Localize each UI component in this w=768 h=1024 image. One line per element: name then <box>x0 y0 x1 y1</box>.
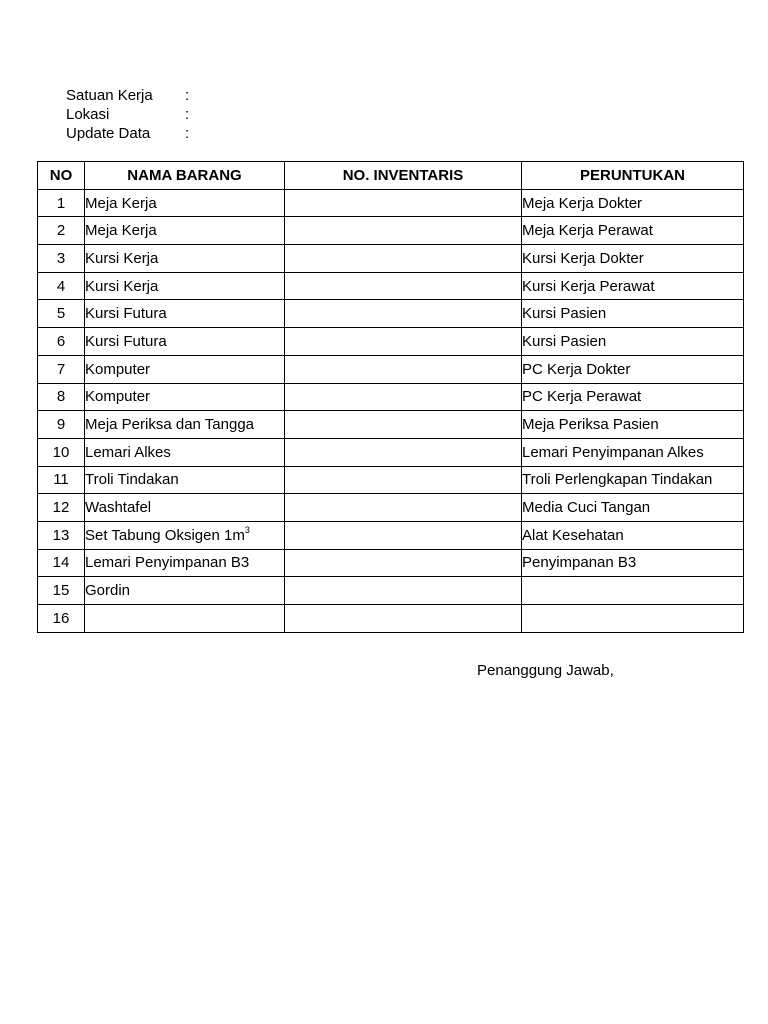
cell-peruntukan: Kursi Kerja Perawat <box>522 272 744 300</box>
table-row <box>38 577 744 605</box>
cell-peruntukan: Kursi Kerja Dokter <box>522 245 744 273</box>
cell-no-inventaris <box>285 217 522 245</box>
cell-no: 13 <box>38 521 85 549</box>
table-row <box>38 494 744 522</box>
cell-nama-barang-text: Troli Tindakan <box>85 471 179 489</box>
cell-nama-barang-text: Komputer <box>85 388 151 406</box>
cell-peruntukan: PC Kerja Dokter <box>522 355 744 383</box>
cell-no: 16 <box>38 605 85 633</box>
cell-no: 2 <box>38 217 85 245</box>
cell-no-inventaris <box>285 549 522 577</box>
cell-no: 7 <box>38 355 85 383</box>
table-body <box>38 189 744 632</box>
cell-no: 6 <box>38 328 85 356</box>
cell-nama-barang <box>85 521 285 549</box>
cell-nama-barang <box>85 300 285 328</box>
cell-nama-barang-text: Kursi Kerja <box>85 277 159 295</box>
field-label: Satuan Kerja <box>66 87 153 104</box>
field-update-data <box>66 124 195 143</box>
cell-peruntukan: Kursi Pasien <box>522 328 744 356</box>
field-colon: : <box>185 87 190 104</box>
cell-nama-barang <box>85 245 285 273</box>
field-colon: : <box>185 106 190 123</box>
field-satuan-kerja <box>66 86 195 105</box>
field-label: Update Data <box>66 125 151 142</box>
cell-no-inventaris <box>285 466 522 494</box>
inventory-table <box>37 161 744 633</box>
cell-no-inventaris <box>285 521 522 549</box>
cell-no: 5 <box>38 300 85 328</box>
cell-nama-barang-text: Lemari Penyimpanan B3 <box>85 554 250 572</box>
table-row <box>38 466 744 494</box>
cell-no-inventaris <box>285 272 522 300</box>
cell-nama-barang-text: Meja Kerja <box>85 222 157 240</box>
cell-no-inventaris <box>285 355 522 383</box>
cell-no: 11 <box>38 466 85 494</box>
cell-nama-barang <box>85 605 285 633</box>
cell-no: 1 <box>38 189 85 217</box>
cell-nama-barang-text: Kursi Futura <box>85 332 167 350</box>
signature-label: Penanggung Jawab, <box>477 662 614 679</box>
table-row <box>38 217 744 245</box>
cell-no: 4 <box>38 272 85 300</box>
table-row <box>38 549 744 577</box>
cell-nama-barang-text: Set Tabung Oksigen 1m <box>85 526 245 544</box>
table-row <box>38 189 744 217</box>
cell-peruntukan <box>522 605 744 633</box>
cell-peruntukan: Meja Kerja Dokter <box>522 189 744 217</box>
cell-no-inventaris <box>285 411 522 439</box>
cell-nama-barang-text: Komputer <box>85 360 151 378</box>
cell-nama-barang <box>85 411 285 439</box>
cell-peruntukan <box>522 577 744 605</box>
cell-no-inventaris <box>285 383 522 411</box>
cell-nama-barang <box>85 549 285 577</box>
header-fields <box>66 86 195 143</box>
cell-no: 8 <box>38 383 85 411</box>
cell-nama-barang-text: Lemari Alkes <box>85 443 171 461</box>
field-lokasi <box>66 105 195 124</box>
cell-nama-barang-text: Meja Periksa dan Tangga <box>85 416 254 434</box>
cell-nama-barang <box>85 577 285 605</box>
cell-nama-barang <box>85 189 285 217</box>
cell-nama-barang-text: Kursi Kerja <box>85 249 159 267</box>
cell-nama-barang-text: Washtafel <box>85 499 152 517</box>
cell-peruntukan: Troli Perlengkapan Tindakan <box>522 466 744 494</box>
cell-nama-barang <box>85 272 285 300</box>
cell-nama-barang <box>85 438 285 466</box>
cell-peruntukan: Meja Periksa Pasien <box>522 411 744 439</box>
column-header-no-inventaris: NO. INVENTARIS <box>285 162 522 190</box>
cell-no-inventaris <box>285 245 522 273</box>
cell-no: 15 <box>38 577 85 605</box>
cell-nama-barang <box>85 494 285 522</box>
column-header-peruntukan: PERUNTUKAN <box>522 162 744 190</box>
table-header-row <box>38 162 744 190</box>
cell-nama-barang <box>85 355 285 383</box>
table-row <box>38 605 744 633</box>
cell-no-inventaris <box>285 577 522 605</box>
column-header-no: NO <box>38 162 85 190</box>
cell-no-inventaris <box>285 189 522 217</box>
cell-nama-barang-text: Meja Kerja <box>85 194 157 212</box>
cell-peruntukan: Media Cuci Tangan <box>522 494 744 522</box>
cell-nama-barang <box>85 466 285 494</box>
superscript: 3 <box>244 524 250 535</box>
cell-peruntukan: Kursi Pasien <box>522 300 744 328</box>
cell-nama-barang <box>85 328 285 356</box>
cell-peruntukan: Meja Kerja Perawat <box>522 217 744 245</box>
cell-peruntukan: Penyimpanan B3 <box>522 549 744 577</box>
table-row <box>38 300 744 328</box>
field-colon: : <box>185 125 190 142</box>
column-header-nama-barang: NAMA BARANG <box>85 162 285 190</box>
cell-nama-barang <box>85 383 285 411</box>
cell-peruntukan: Alat Kesehatan <box>522 521 744 549</box>
cell-no-inventaris <box>285 328 522 356</box>
table-row <box>38 383 744 411</box>
table-row <box>38 438 744 466</box>
cell-no: 12 <box>38 494 85 522</box>
cell-no-inventaris <box>285 605 522 633</box>
table-row <box>38 521 744 549</box>
cell-no: 14 <box>38 549 85 577</box>
cell-no: 3 <box>38 245 85 273</box>
table-row <box>38 355 744 383</box>
table-row <box>38 245 744 273</box>
cell-peruntukan: Lemari Penyimpanan Alkes <box>522 438 744 466</box>
cell-no-inventaris <box>285 438 522 466</box>
cell-no-inventaris <box>285 300 522 328</box>
field-label: Lokasi <box>66 106 110 123</box>
cell-nama-barang-text: Kursi Futura <box>85 305 167 323</box>
cell-no-inventaris <box>285 494 522 522</box>
cell-no: 10 <box>38 438 85 466</box>
table-row <box>38 272 744 300</box>
cell-nama-barang-text: Gordin <box>85 582 131 600</box>
table-row <box>38 411 744 439</box>
table-row <box>38 328 744 356</box>
cell-no: 9 <box>38 411 85 439</box>
cell-nama-barang <box>85 217 285 245</box>
cell-peruntukan: PC Kerja Perawat <box>522 383 744 411</box>
